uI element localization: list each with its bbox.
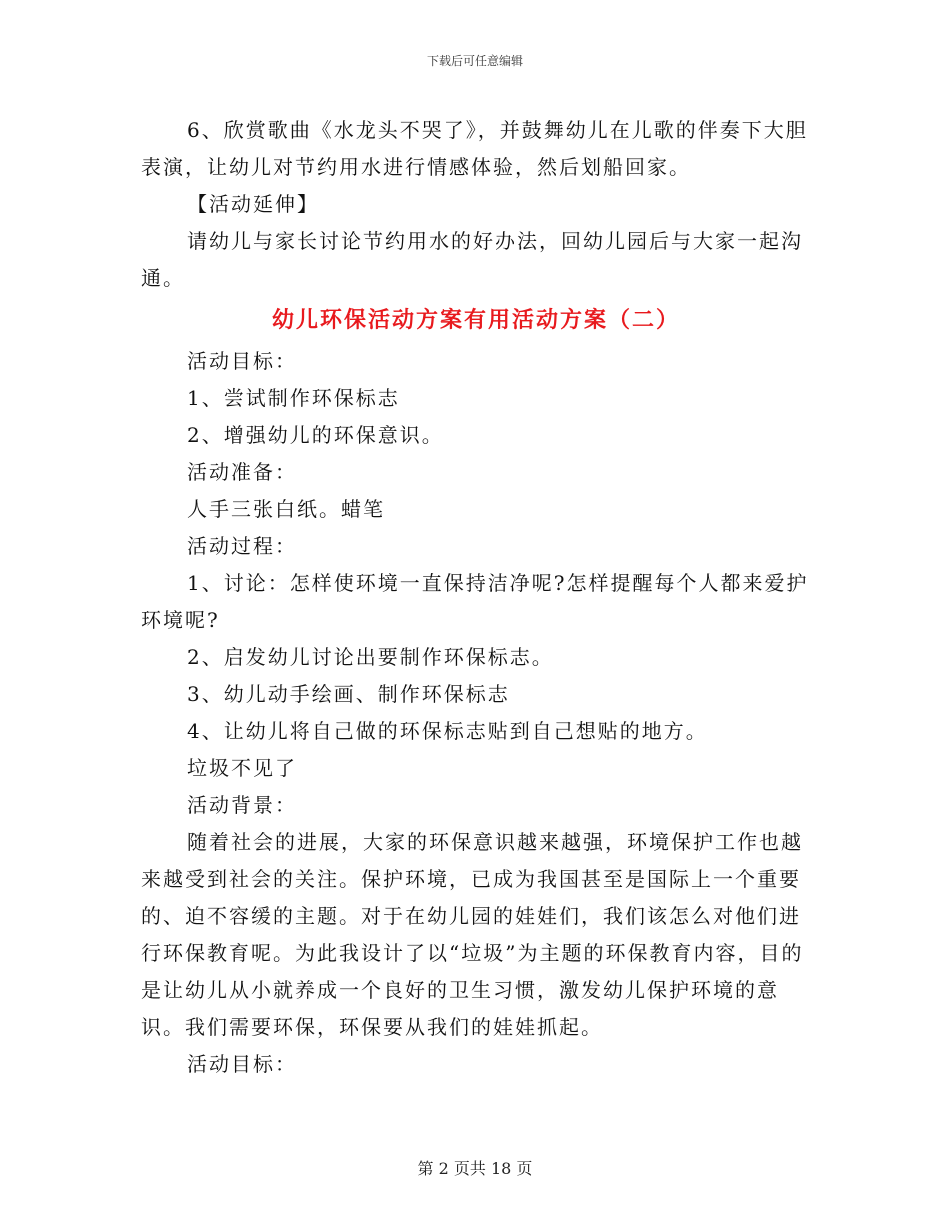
paragraph-activity-extension: 请幼儿与家长讨论节约用水的好办法，回幼儿园后与大家一起沟通。 bbox=[141, 229, 803, 290]
paragraph-preparation-heading: 活动准备： bbox=[187, 460, 297, 484]
paragraph-background-heading: 活动背景： bbox=[187, 793, 297, 817]
section-title: 幼儿环保活动方案有用活动方案（二） bbox=[271, 307, 680, 333]
paragraph-process-1: 1、讨论：怎样使环境一直保持洁净呢?怎样提醒每个人都来爱护环境呢? bbox=[141, 571, 809, 632]
page-footer: 第 2 页共 18 页 bbox=[417, 1159, 533, 1178]
paragraph-objectives-heading-2: 活动目标： bbox=[187, 1052, 297, 1076]
paragraph-process-2: 2、启发幼儿讨论出要制作环保标志。 bbox=[187, 645, 554, 669]
paragraph-activity-extension-heading: 【活动延伸】 bbox=[187, 192, 319, 216]
paragraph-process-heading: 活动过程： bbox=[187, 534, 297, 558]
paragraph-preparation: 人手三张白纸。蜡笔 bbox=[187, 497, 385, 521]
paragraph-song-activity: 6、欣赏歌曲《水龙头不哭了》，并鼓舞幼儿在儿歌的伴奏下大胆表演，让幼儿对节约用水进行情感体验，然后划船回家。 bbox=[141, 118, 808, 179]
paragraph-subtitle-garbage: 垃圾不见了 bbox=[187, 756, 297, 780]
document-body bbox=[141, 112, 811, 1083]
paragraph-background: 随着社会的进展，大家的环保意识越来越强，环境保护工作也越来越受到社会的关注。保护环境，已成为我国甚至是国际上一个重要的、迫不容缓的主题。对于在幼儿园的娃娃们，我们该怎么对他们进行环保教育呢。为此我设计了以“垃圾”为主题的环保教育内容，目的是让幼儿从小就养成一个良好的卫生习惯，激发幼儿保护环境的意识。我们需要环保，环保要从我们的娃娃抓起。 bbox=[141, 830, 804, 1039]
paragraph-objective-1: 1、尝试制作环保标志 bbox=[187, 386, 400, 410]
paragraph-process-3: 3、幼儿动手绘画、制作环保标志 bbox=[187, 682, 510, 706]
paragraph-process-4: 4、让幼儿将自己做的环保标志贴到自己想贴的地方。 bbox=[187, 719, 708, 743]
page-header: 下载后可任意编辑 bbox=[426, 54, 523, 68]
paragraph-objectives-heading: 活动目标： bbox=[187, 349, 297, 373]
paragraph-objective-2: 2、增强幼儿的环保意识。 bbox=[187, 423, 444, 447]
